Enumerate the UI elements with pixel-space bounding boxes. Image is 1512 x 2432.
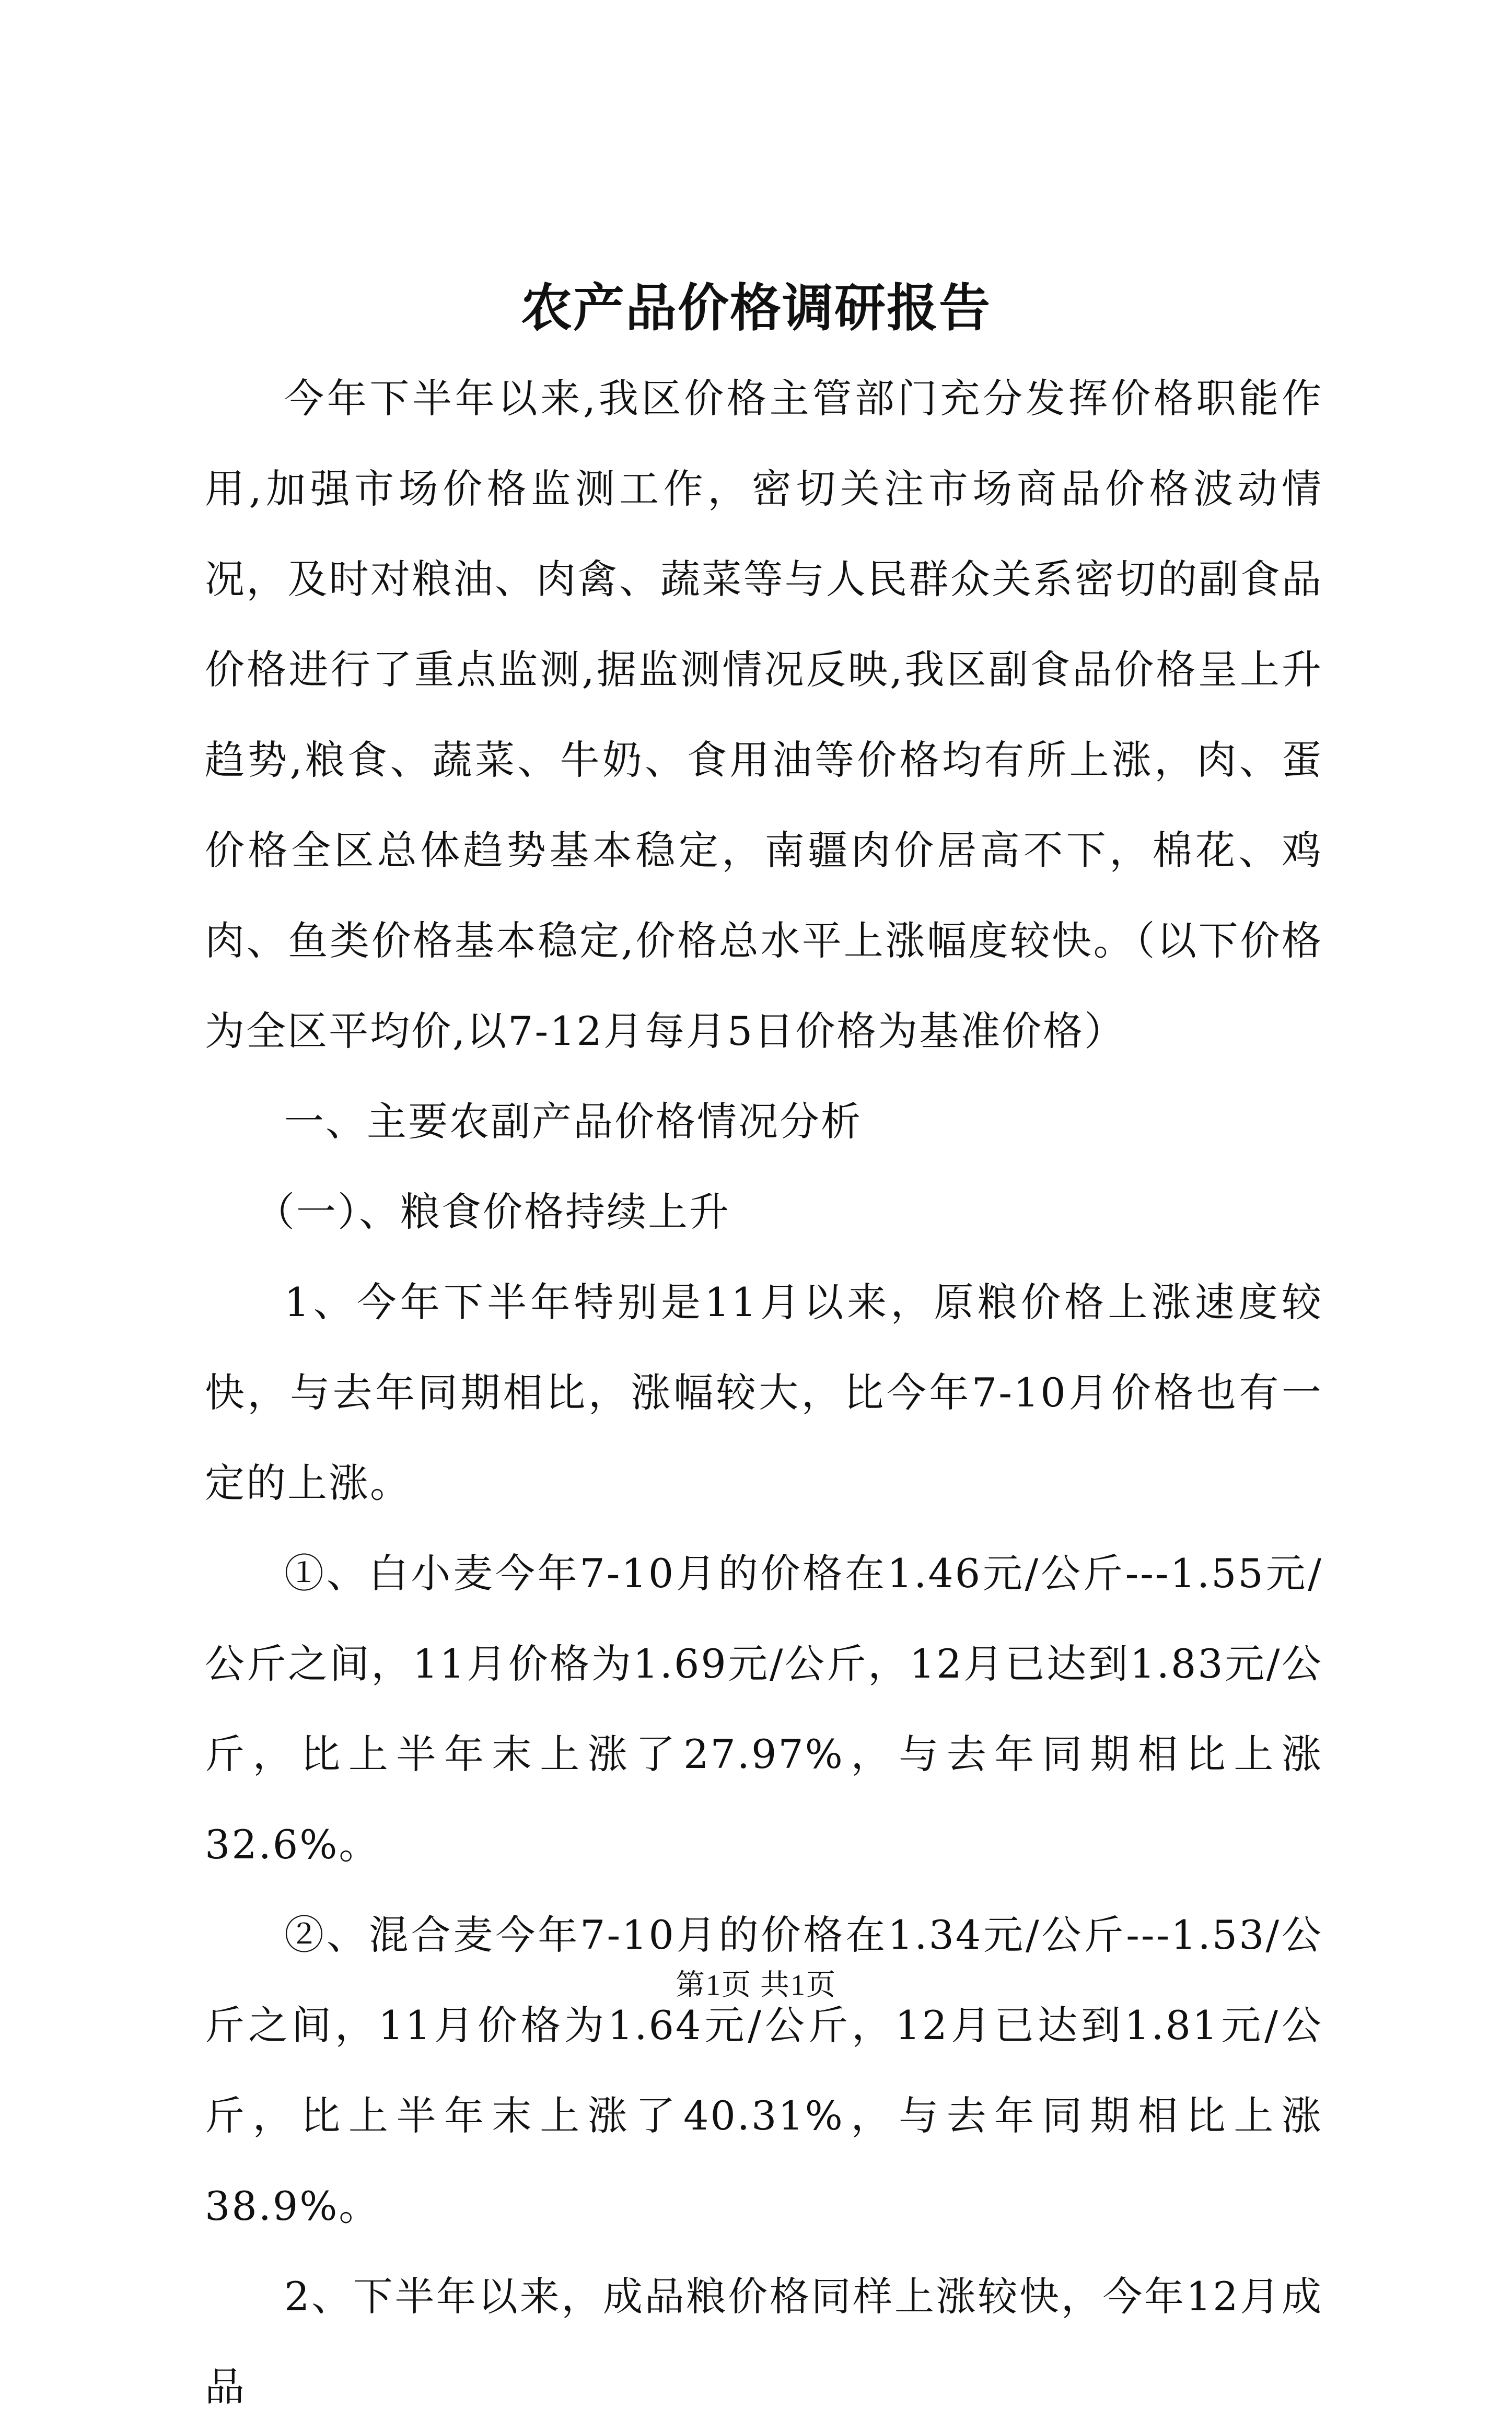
paragraph-intro: 今年下半年以来,我区价格主管部门充分发挥价格职能作用,加强市场价格监测工作，密切关注市场商品价格波动情况，及时对粮油、肉禽、蔬菜等与人民群众关系密切的副食品价格进行了重点监测,据监测情况反映,我区副食品价格呈上升趋势,粮食、蔬菜、牛奶、食用油等价格均有所上涨，肉、蛋价格全区总体趋势基本稳定，南疆肉价居高不下，棉花、鸡肉、鱼类价格基本稳定,价格总水平上涨幅度较快。（以下价格为全区平均价,以7-12月每月5日价格为基准价格） [205, 375, 1323, 1054]
paragraph-finished-grain: 2、下半年以来，成品粮价格同样上涨较快，今年12月成品 [205, 2273, 1323, 2410]
section-heading-1: 一、主要农副产品价格情况分析 [284, 1098, 862, 1145]
subsection-heading-grain: （一）、粮食价格持续上升 [255, 1189, 730, 1235]
document-title: 农产品价格调研报告 [520, 278, 991, 338]
paragraph-mixed-wheat: ②、混合麦今年7-10月的价格在1.34元/公斤---1.53/公斤之间，11月价格为1.64元/公斤，12月已达到1.81元/公斤，比上半年末上涨了40.31%，与去年同期相比上涨38.9%。 [205, 1912, 1323, 2229]
document-body [205, 353, 1323, 2432]
paragraph-raw-grain: 1、今年下半年特别是11月以来，原粮价格上涨速度较快，与去年同期相比，涨幅较大，比今年7-10月价格也有一定的上涨。 [205, 1279, 1323, 1506]
page-footer: 第1页 共1页 [676, 1969, 836, 2002]
paragraph-white-wheat: ①、白小麦今年7-10月的价格在1.46元/公斤---1.55元/公斤之间，11月价格为1.69元/公斤，12月已达到1.83元/公斤，比上半年末上涨了27.97%，与去年同期相比上涨32.6%。 [205, 1550, 1323, 1868]
